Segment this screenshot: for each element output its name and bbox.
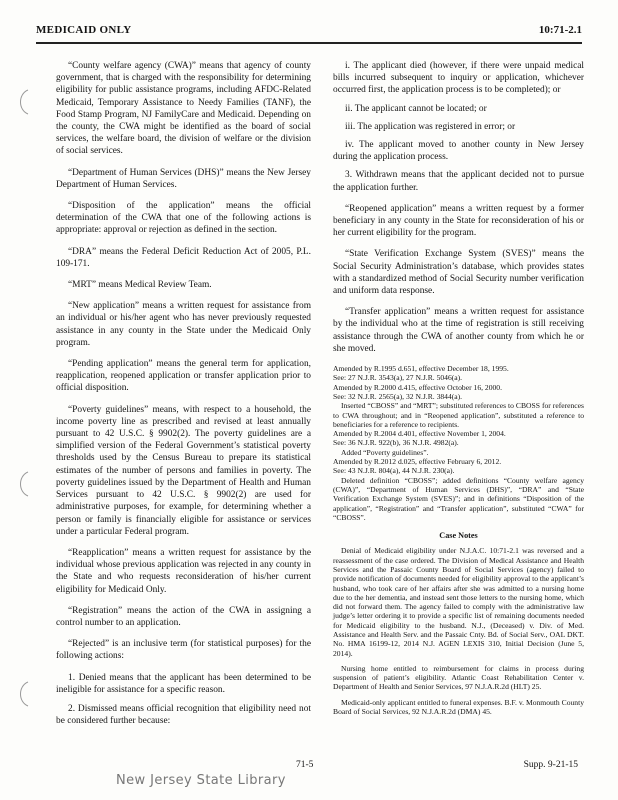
definition-poverty-guidelines: “Poverty guidelines” means, with respect to a household, the income poverty line as prescribed and revised at least annually pursuant to 42 U.S.C. § 9902(2). The poverty guidelines are a simplified version of the Federal Government’s statistical poverty thresholds used by the Census Bureau to prepare its statistical estimates of the number of persons and families in poverty. The poverty guidelines issued by the Department of Health and Human Services pursuant to 42 U.S.C. § 9902(2) are used for administrative purposes, for example, for determining whether a person or family is financially eligible for assistance or services under a particular Federal program. xyxy=(56,404,311,537)
definition-cwa: “County welfare agency (CWA)” means that agency of county government, that is charged with the responsibility for determining eligibility for public assistance programs, including AFDC-Related Medicaid, Temporary Assistance to Needy Families (TANF), the Food Stamp Program, NJ FamilyCare and Medicaid. Depending on the county, the CWA might be identified as the board of social services, the welfare board, the division of welfare or the division of social services. xyxy=(56,61,311,157)
dismissed-subitem-error: iii. The application was registered in error; or xyxy=(345,121,516,132)
amendment-line: Amended by R.2012 d.025, effective February 6, 2012. xyxy=(333,457,502,467)
right-column xyxy=(333,60,584,722)
page-number: 71-5 xyxy=(296,760,314,770)
binder-hole-mark xyxy=(14,470,32,498)
rejected-item-denied: 1. Denied means that the applicant has been determined to be ineligible for assistance for a specific reason. xyxy=(56,672,311,695)
binder-hole-mark xyxy=(14,88,32,116)
definition-rejected: “Rejected” is an inclusive term (for statistical purposes) for the following actions: xyxy=(56,639,311,662)
left-column xyxy=(56,60,311,734)
amendment-note: Inserted “CBOSS” and “MRT”; substituted references to CBOSS for references to CWA throughout; and in “Reopened application”, substituted a reference to beneficiaries for a reference to recipients. xyxy=(333,401,584,429)
running-header xyxy=(36,22,582,44)
definition-dra: “DRA” means the Federal Deficit Reduction Act of 2005, P.L. 109-171. xyxy=(56,246,311,269)
amendment-line: Amended by R.1995 d.651, effective December 18, 1995. xyxy=(333,364,509,374)
definition-transfer-application: “Transfer application” means a written request for assistance by the individual who at the time of registration is still receiving assistance through the CWA of another county from which he or she moved. xyxy=(333,307,584,354)
definition-reopened-application: “Reopened application” means a written request by a former beneficiary in any county in the State for reconsideration of his or her current eligibility for the program. xyxy=(333,203,584,239)
binder-hole-mark xyxy=(14,680,32,708)
definition-registration: “Registration” means the action of the CWA in assigning a control number to an application. xyxy=(56,605,311,628)
amendment-line: See: 43 N.J.R. 804(a), 44 N.J.R. 230(a). xyxy=(333,466,455,476)
header-title: MEDICAID ONLY xyxy=(36,24,132,36)
rejected-item-withdrawn: 3. Withdrawn means that the applicant decided not to pursue the application further. xyxy=(333,170,584,193)
amendment-line: See: 32 N.J.R. 2565(a), 32 N.J.R. 3844(a). xyxy=(333,391,463,401)
amendment-history xyxy=(333,364,584,522)
amendment-note: Deleted definition “CBOSS”; added definitions “County welfare agency (CWA)”, “Department of Human Services (DHS)”, “DRA” and “State Verification Exchange System (SVES)”; and in definitions “Disposition of the application”, “Registration” and “Transfer application”, substituted “CWA” for “CBOSS”. xyxy=(333,475,584,522)
header-section: 10:71-2.1 xyxy=(538,24,582,36)
amendment-line: See: 36 N.J.R. 922(b), 36 N.J.R. 4982(a). xyxy=(333,438,459,448)
supplement-date: Supp. 9-21-15 xyxy=(523,760,578,770)
rejected-item-dismissed: 2. Dismissed means official recognition that eligibility need not be considered further because: xyxy=(56,703,311,727)
definition-sves: “State Verification Exchange System (SVES)” means the Social Security Administration’s database, which provides states with a standardized method of Social Security number verification and uniform data response. xyxy=(333,249,584,297)
definition-reapplication: “Reapplication” means a written request for assistance by the individual whose previous application was rejected in any county in the State and who requests reconsideration of his/her current eligibility for Medicaid Only. xyxy=(56,547,311,595)
case-notes-heading: Case Notes xyxy=(439,531,478,541)
amendment-note: Added “Poverty guidelines”. xyxy=(341,447,429,457)
amendment-line: See: 27 N.J.R. 3543(a), 27 N.J.R. 5046(a). xyxy=(333,373,463,383)
definition-new-application: “New application” means a written request for assistance from an individual or his/her agent who has never previously requested assistance in any county in the State under the Medicaid Only program. xyxy=(56,301,311,348)
case-note: Denial of Medicaid eligibility under N.J.A.C. 10:71-2.1 was reversed and a reassessment of the case ordered. The Division of Medical Assistance and Health Services and the Passaic County Board of Social Services (agency) failed to provide notification of documents needed for eligibility approval to the applicant’s husband, who took care of her affairs after she was admitted to a nursing home due to the her dementia, and instead sent those letters to the nursing home, which did not forward them. The agency failed to comply with the administrative law judge’s letter ordering it to provide a specific list of remaining documents needed for Medicaid eligibility to the husband. N.J., (Deceased) v. Div. of Med. Assistance and Health Serv. and the Passaic Cnty. Bd. of Social Serv., OAL DKT. No. HMA 16199-12, 2014 N.J. AGEN LEXIS 310, Initial Decision (June 5, 2014). xyxy=(333,546,584,658)
amendment-line: Amended by R.2000 d.415, effective October 16, 2000. xyxy=(333,382,502,392)
case-note: Nursing home entitled to reimbursement for claims in process during suspension of patient’s eligibility. Atlantic Coast Rehabilitation Center v. Department of Health and Senior Services, 97 N.J.A.R.2d (HLT) 25. xyxy=(333,663,584,692)
definition-mrt: “MRT” means Medical Review Team. xyxy=(68,280,212,291)
definition-disposition: “Disposition of the application” means the official determination of the CWA that one of the following actions is appropriate: approval or rejection as defined in the section. xyxy=(56,201,311,236)
dismissed-subitem-died: i. The applicant died (however, if there were unpaid medical bills incurred subsequent to inquiry or application, whichever occurred first, the application process is to be completed); or xyxy=(333,61,584,96)
library-stamp: New Jersey State Library xyxy=(116,773,286,788)
definition-pending-application: “Pending application” means the general term for application, reapplication, reopened application or transfer application prior to official disposition. xyxy=(56,359,311,394)
definition-dhs: “Department of Human Services (DHS)” means the New Jersey Department of Human Services. xyxy=(56,167,311,190)
amendment-line: Amended by R.2004 d.401, effective November 1, 2004. xyxy=(333,429,506,439)
case-note: Medicaid-only applicant entitled to funeral expenses. B.F. v. Monmouth County Board of Social Services, 92 N.J.A.R.2d (DMA) 45. xyxy=(333,697,584,717)
dismissed-subitem-moved: iv. The applicant moved to another county in New Jersey during the application process. xyxy=(333,140,584,163)
dismissed-subitem-not-located: ii. The applicant cannot be located; or xyxy=(345,103,487,114)
